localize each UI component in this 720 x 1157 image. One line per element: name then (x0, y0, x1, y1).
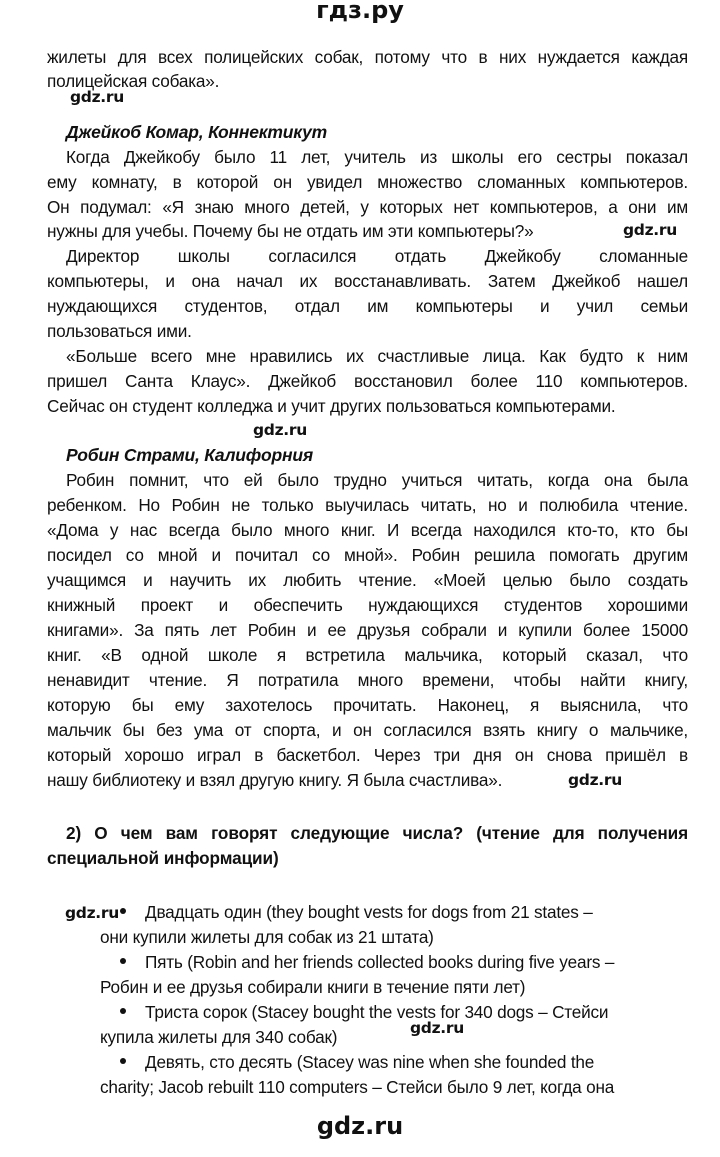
bullet-item (120, 900, 593, 924)
text-line: мальчик бы без ума от спорта, и он согласился взять книгу о мальчике, (47, 720, 688, 740)
text-line: Директор школы согласился отдать Джейкобу сломанные (66, 246, 688, 266)
section-heading: Робин Страми, Калифорния (66, 445, 313, 465)
text-line: Робин помнит, что ей было трудно учиться читать, когда она была (66, 470, 688, 490)
task-question: специальной информации) (47, 848, 279, 868)
watermark: gdz.ru (65, 904, 119, 922)
section-heading: Джейкоб Комар, Коннектикут (66, 122, 328, 142)
text-line: «Дома у нас всегда было много книг. И всегда находился кто-то, кто бы (47, 520, 688, 540)
text-line: жилеты для всех полицейских собак, потому что в них нуждается каждая (47, 47, 688, 67)
text-line: ему комнату, в которой он увидел множество сломанных компьютеров. (47, 172, 688, 192)
bullet-icon (120, 908, 126, 914)
text-line: пользоваться ими. (47, 321, 192, 341)
bullet-item (120, 1000, 608, 1024)
text-line: ребенком. Но Робин не только выучилась читать, но и полюбила чтение. (47, 495, 688, 515)
text-line: нуждающихся студентов, отдал им компьютеры и учил семьи (47, 296, 688, 316)
bullet-item (120, 1050, 594, 1074)
text-line: Он подумал: «Я знаю много детей, у которых нет компьютеров, а они им (47, 197, 688, 217)
bullet-text: Робин и ее друзья собирали книги в течение пяти лет) (100, 977, 526, 997)
bullet-item (120, 950, 614, 974)
text-line: ненавидит чтение. Я потратила много времени, чтобы найти книгу, (47, 670, 688, 690)
footer-title: gdz.ru (316, 1112, 404, 1140)
text-line: нужны для учебы. Почему бы не отдать им эти компьютеры?» (47, 221, 534, 241)
bullet-text: купила жилеты для 340 собак) (100, 1027, 338, 1047)
watermark: gdz.ru (253, 421, 307, 439)
bullet-icon (120, 1008, 126, 1014)
watermark: gdz.ru (623, 221, 677, 239)
text-line: книг. «В одной школе я встретила мальчика, который сказал, что (47, 645, 688, 665)
bullet-text: Триста сорок (Stacey bought the vests for 340 dogs – Стейси (145, 1002, 609, 1022)
bullet-text: Девять, сто десять (Stacey was nine when she founded the (145, 1052, 595, 1072)
text-line: посидел со мной и почитал со мной». Робин решила помогать другим (47, 545, 688, 565)
bullet-text: charity; Jacob rebuilt 110 computers – Стейси было 9 лет, когда она (100, 1077, 615, 1097)
bullet-icon (120, 958, 126, 964)
text-line: компьютеры, и она начал их восстанавливать. Затем Джейкоб нашел (47, 271, 688, 291)
text-line: «Больше всего мне нравились их счастливые лица. Как будто к ним (66, 346, 688, 366)
site-title: гдз.ру (316, 0, 404, 24)
watermark: gdz.ru (568, 771, 622, 789)
text-line: книгами». За пять лет Робин и ее друзья собрали и купили более 15000 (47, 620, 688, 640)
watermark: gdz.ru (410, 1019, 464, 1037)
text-line: которую бы ему захотелось прочитать. Наконец, я выяснила, что (47, 695, 688, 715)
text-line: Когда Джейкобу было 11 лет, учитель из школы его сестры показал (66, 147, 688, 167)
text-line: учащимся и научить их любить чтение. «Моей целью было создать (47, 570, 688, 590)
text-line: полицейская собака». (47, 71, 220, 91)
watermark: gdz.ru (70, 88, 124, 106)
task-question: 2) О чем вам говорят следующие числа? (чтение для получения (66, 823, 688, 843)
bullet-text: они купили жилеты для собак из 21 штата) (100, 927, 434, 947)
text-line: Сейчас он студент колледжа и учит других пользоваться компьютерами. (47, 396, 616, 416)
bullet-icon (120, 1058, 126, 1064)
text-line: книжный проект и обеспечить нуждающихся студентов хорошими (47, 595, 688, 615)
bullet-text: Двадцать один (they bought vests for dogs from 21 states – (145, 902, 593, 922)
text-line: нашу библиотеку и взял другую книгу. Я была счастлива». (47, 770, 503, 790)
bullet-text: Пять (Robin and her friends collected books during five years – (145, 952, 615, 972)
text-line: который хорошо играл в баскетбол. Через три дня он снова пришёл в (47, 745, 688, 765)
text-line: пришел Санта Клаус». Джейкоб восстановил более 110 компьютеров. (47, 371, 688, 391)
